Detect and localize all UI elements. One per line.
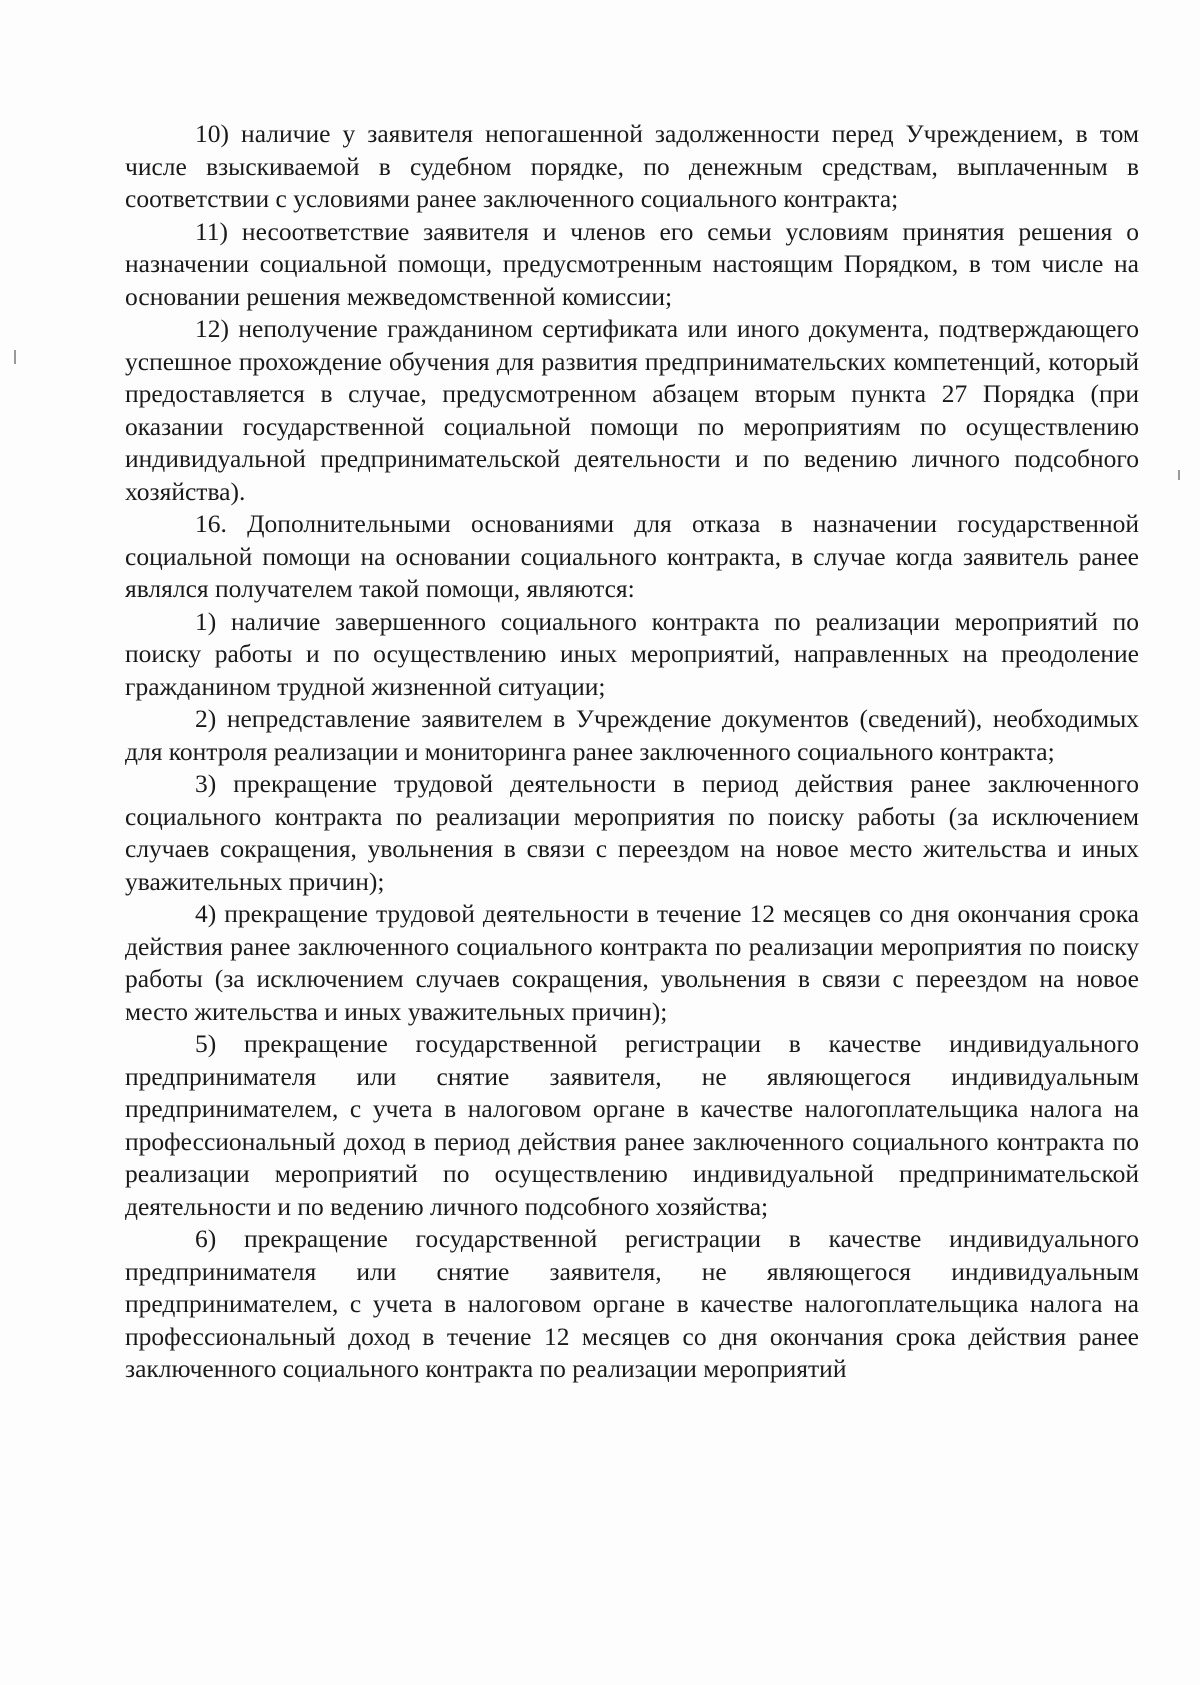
paragraph-item-11: 11) несоответствие заявителя и членов его семьи условиям принятия решения о назначении социальной помощи, предусмотренным настоящим Порядком, в том числе на основании решения межведомственной комиссии; (125, 216, 1139, 311)
paragraph-item-12: 12) неполучение гражданином сертификата или иного документа, подтверждающего успешное прохождение обучения для развития предпринимательских компетенций, который предоставляется в случае, предусмотренном абзацем вторым пункта 27 Порядка (при оказании государственной социальной помощи по мероприятиям по осуществлению индивидуальной предпринимательской деятельности и по ведению личного подсобного хозяйства). (125, 314, 1139, 506)
paragraph-item-3: 3) прекращение трудовой деятельности в период действия ранее заключенного социального контракта по реализации мероприятия по поиску работы (за исключением случаев сокращения, увольнения в связи с переездом на новое место жительства и иных уважительных причин); (125, 769, 1139, 896)
paragraph-item-6: 6) прекращение государственной регистрации в качестве индивидуального предпринимателя или снятие заявителя, не являющегося индивидуальным предпринимателем, с учета в налоговом органе в качестве налогоплательщика налога на профессиональный доход в течение 12 месяцев со дня окончания срока действия ранее заключенного социального контракта по реализации мероприятий (125, 1224, 1139, 1383)
paragraph-item-5: 5) прекращение государственной регистрации в качестве индивидуального предпринимателя или снятие заявителя, не являющегося индивидуальным предпринимателем, с учета в налоговом органе в качестве налогоплательщика налога на профессиональный доход в период действия ранее заключенного социального контракта по реализации мероприятий по осуществлению индивидуальной предпринимательской деятельности и по ведению личного подсобного хозяйства; (125, 1029, 1139, 1221)
paragraph-item-4: 4) прекращение трудовой деятельности в течение 12 месяцев со дня окончания срока действия ранее заключенного социального контракта по реализации мероприятия по поиску работы (за исключением случаев сокращения, увольнения в связи с переездом на новое место жительства и иных уважительных причин); (125, 899, 1139, 1026)
paragraph-item-10: 10) наличие у заявителя непогашенной задолженности перед Учреждением, в том числе взыскиваемой в судебном порядке, по денежным средствам, выплаченным в соответствии с условиями ранее заключенного социального контракта; (125, 119, 1139, 213)
scan-edge-mark (1178, 470, 1180, 480)
paragraph-section-16: 16. Дополнительными основаниями для отказа в назначении государственной социальной помощи на основании социального контракта, в случае когда заявитель ранее являлся получателем такой помощи, являются: (125, 509, 1139, 603)
scan-edge-mark (14, 350, 16, 364)
paragraph-item-1: 1) наличие завершенного социального контракта по реализации мероприятий по поиску работы и по осуществлению иных мероприятий, направленных на преодоление гражданином трудной жизненной ситуации; (125, 606, 1139, 701)
paragraph-item-2: 2) непредставление заявителем в Учреждение документов (сведений), необходимых для контроля реализации и мониторинга ранее заключенного социального контракта; (125, 704, 1139, 766)
document-body (125, 118, 1139, 1386)
